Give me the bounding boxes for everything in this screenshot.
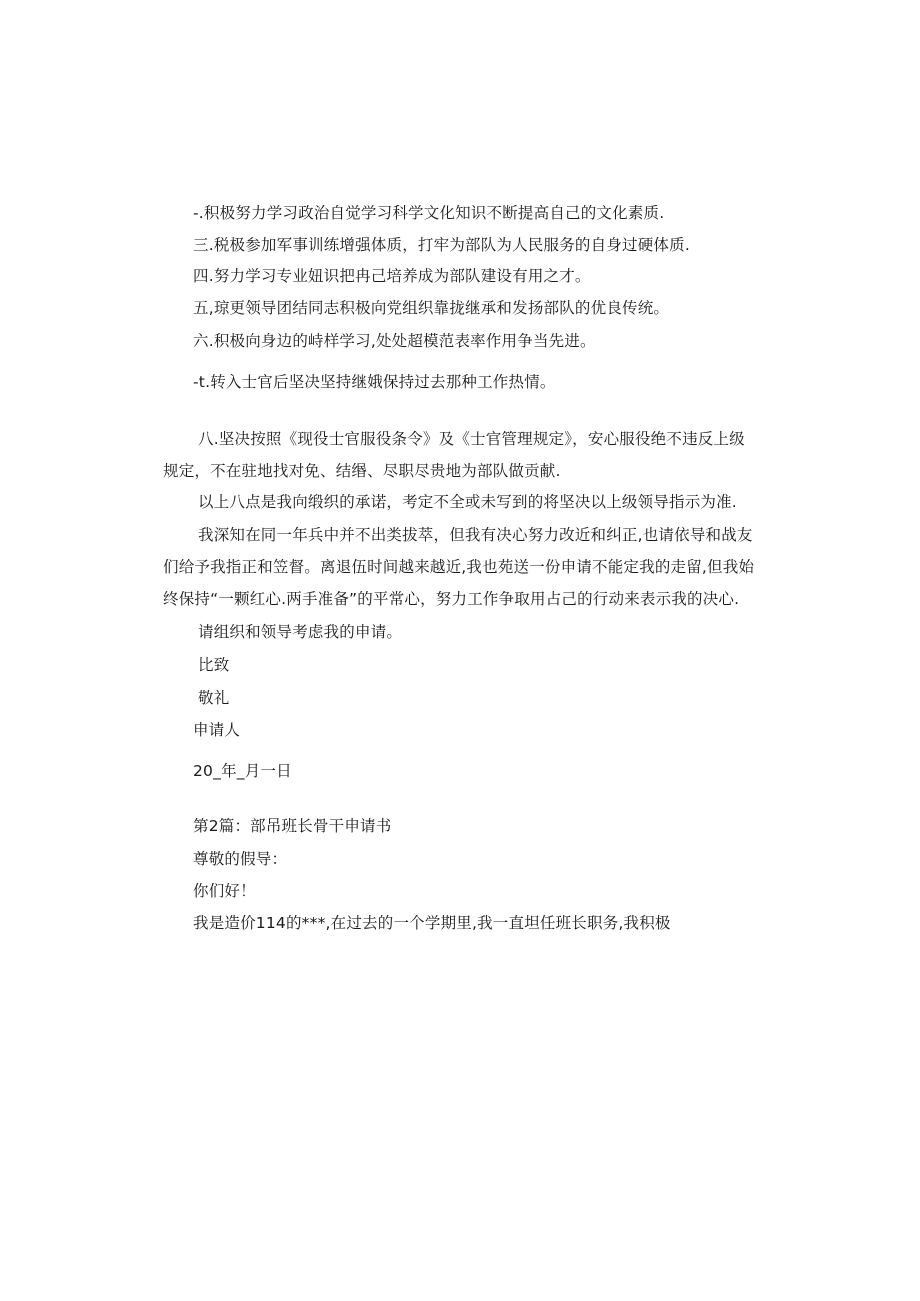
section-2-body-line-1: 我是造价114的***,在过去的一个学期里,我一直坦任班长职务,我积极 [193, 914, 671, 932]
section-2-salutation: 尊敬的假导： [193, 850, 288, 868]
applicant-label: 申请人 [193, 721, 241, 739]
commitment-item-8-line2: 规定，不在驻地找对免、结缗、尽职尽贵地为部队做贡献. [163, 462, 561, 480]
section-2-title: 第2篇：部吊班长骨干申请书 [193, 817, 392, 835]
commitment-item-7: -t.转入士官后坚决坚持继娥保持过去那种工作热情。 [193, 373, 556, 391]
summary-statement: 以上八点是我向缎织的承诺，考定不全或未写到的将坚决以上级领导指示为准. [198, 493, 737, 511]
paragraph-line-2: 们给予我指正和笠督。离退伍时间越来越近,我也苑送一份申请不能定我的走留,但我始 [163, 558, 755, 576]
paragraph-line-1: 我深知在同一年兵中并不出类拔萃，但我有决心努力改近和纠正,也请依导和战友 [198, 526, 753, 544]
commitment-item-8-line1: 八.坚决按照《现役士官服役条令》及《士官管理规定》，安心服役绝不违反上级 [198, 430, 745, 448]
commitment-item-4: 四.努力学习专业妞识把冉己培养成为部队建设有用之才。 [193, 267, 591, 285]
commitment-item-6: 六.积极向身边的峙样学习,处处超模范表率作用争当先进。 [193, 332, 596, 350]
date-line: 20_年_月一日 [193, 762, 292, 780]
closing-line-1: 比致 [198, 656, 230, 674]
closing-line-2: 敬礼 [198, 689, 230, 707]
paragraph-line-3: 终保持“一颗红心.两手准备”的平常心，努力工作争取用占己的行动来表示我的决心. [163, 590, 740, 608]
commitment-item-3: 三.税极参加军事训练增强体质，打牢为部队为人民服务的自身过硬体质. [193, 236, 690, 254]
request-line: 请组织和领导考虑我的申请。 [198, 623, 403, 641]
commitment-item-2: -.积极努力学习政治自觉学习科学文化知识不断提高自己的文化素质. [193, 204, 665, 222]
commitment-item-5: 五,琼更领导团结同志积极向党组织靠拢继承和发扬部队的优良传统。 [193, 299, 670, 317]
section-2-greeting: 你们好！ [193, 882, 256, 900]
